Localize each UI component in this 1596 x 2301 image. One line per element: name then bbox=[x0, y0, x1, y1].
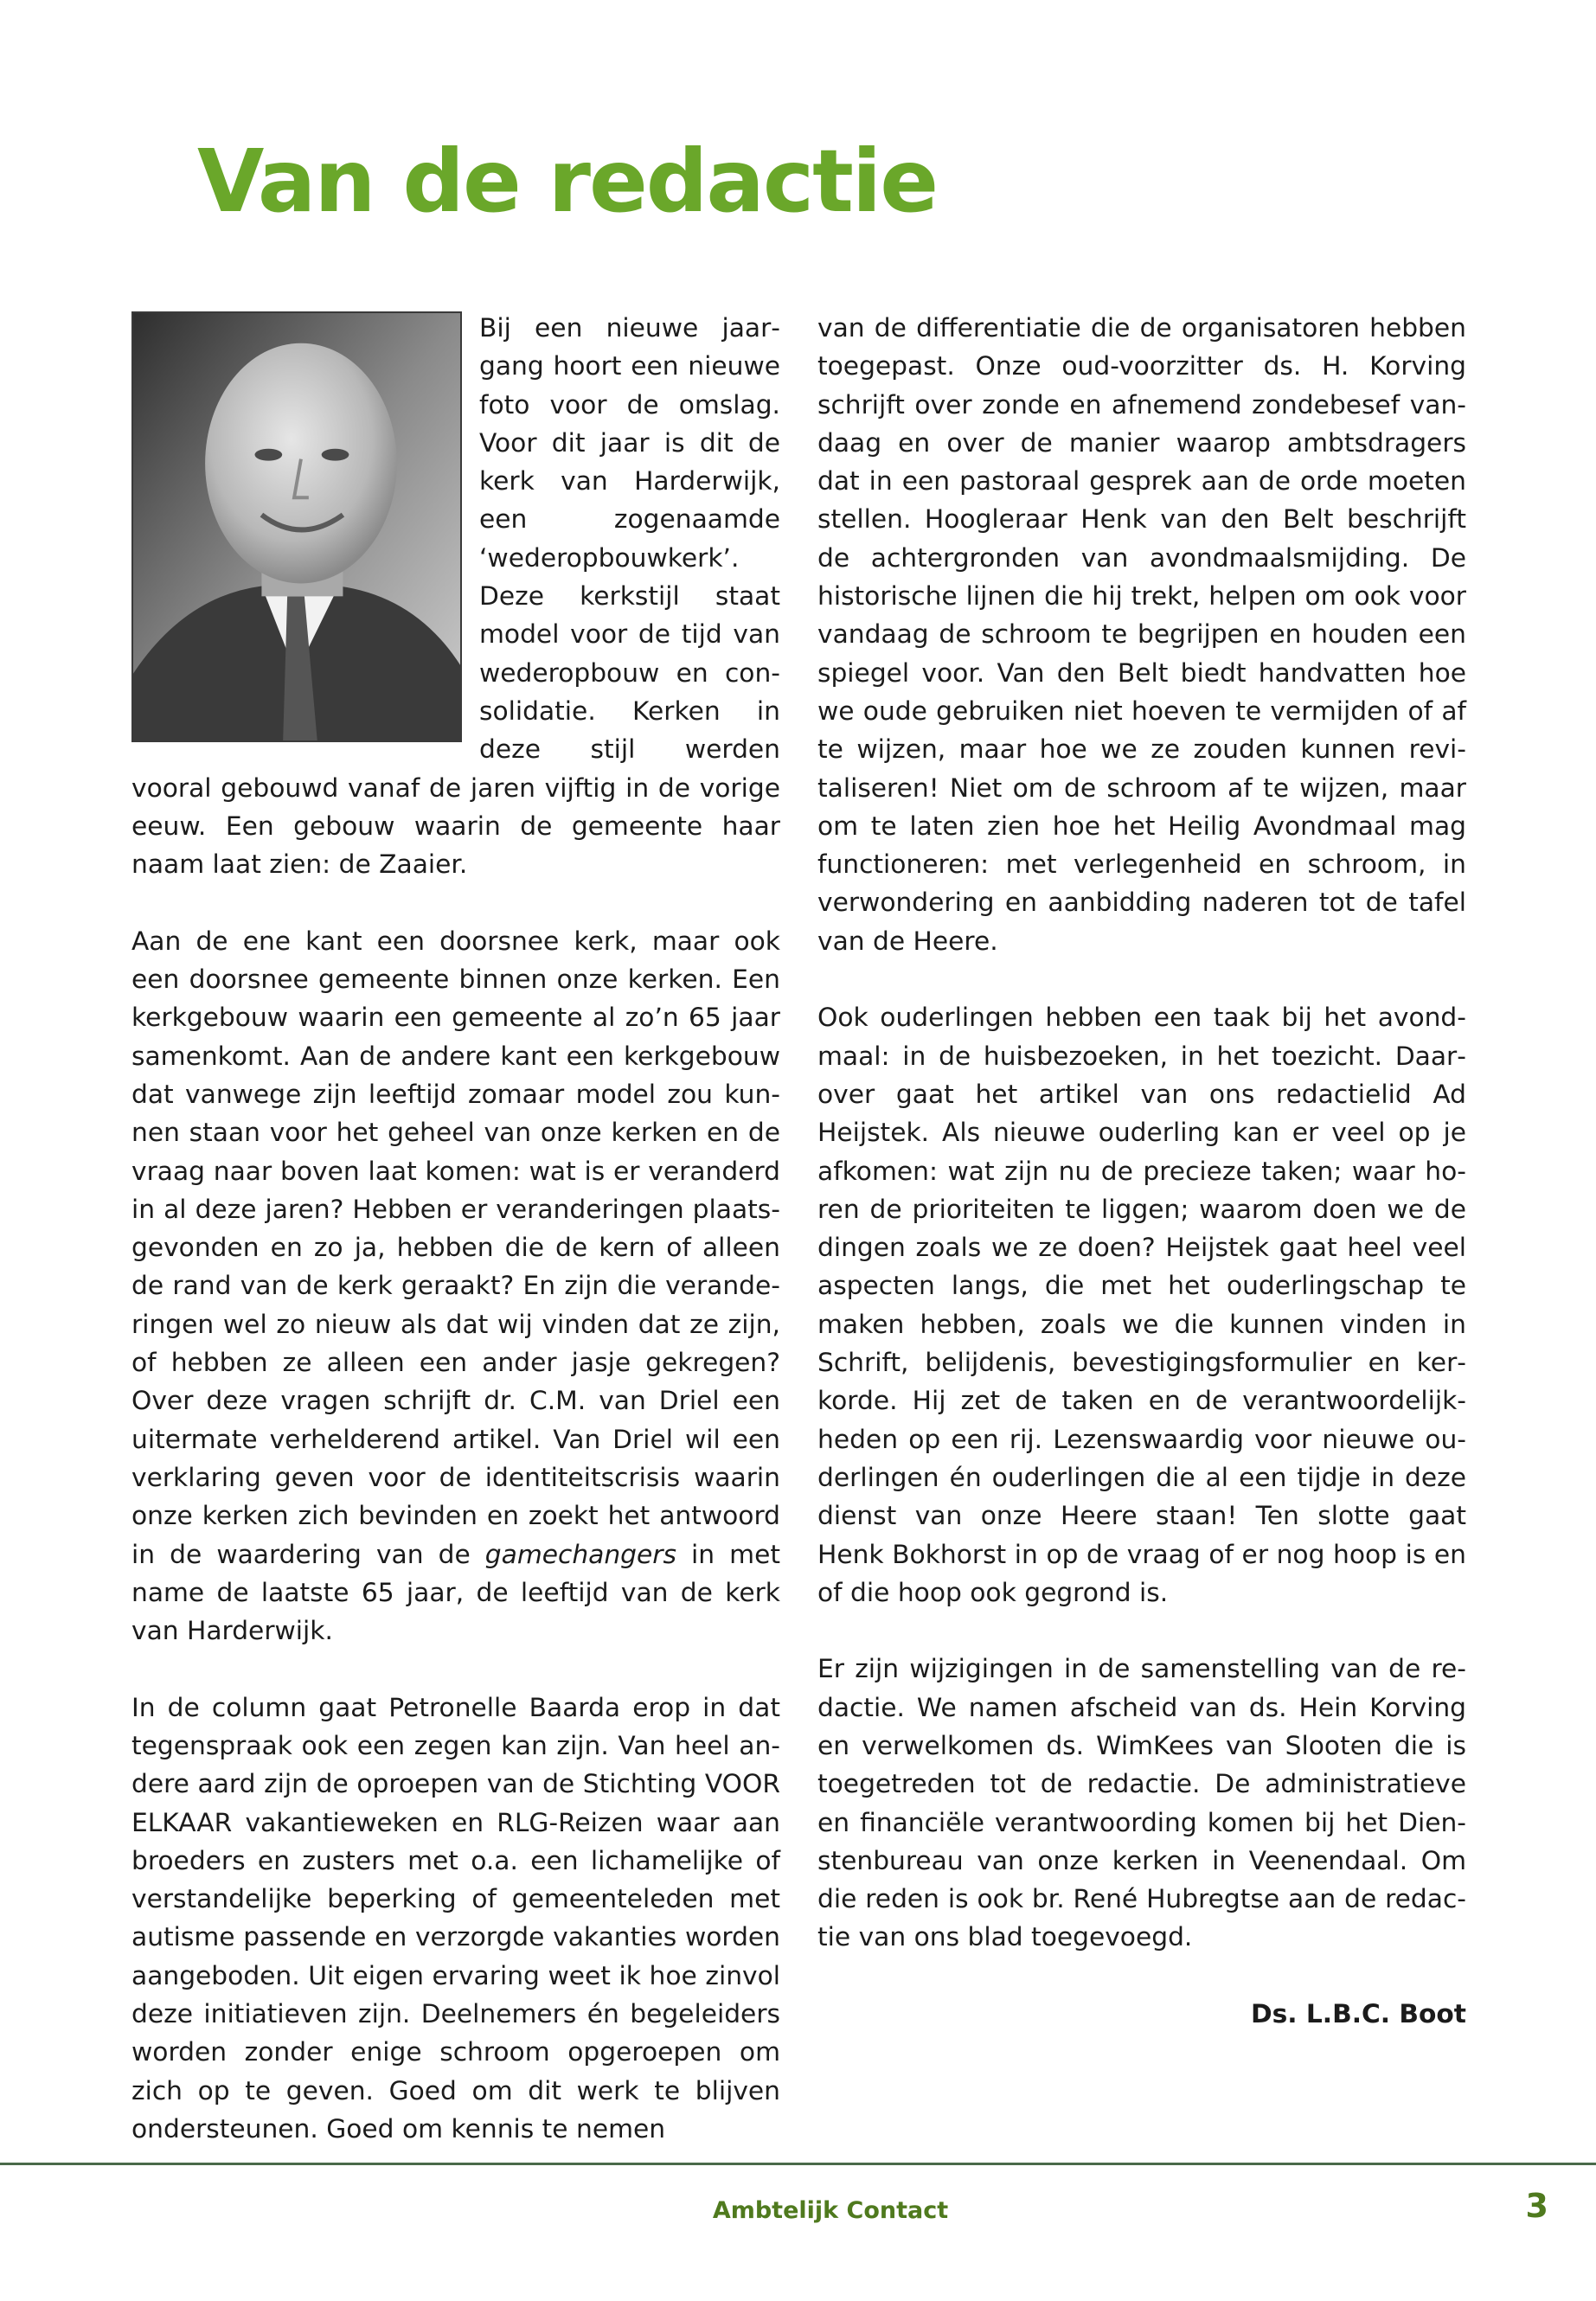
paragraph-text: in met name de laatste 65 jaar, de leeftijd van de kerk van Harderwijk. bbox=[131, 1539, 780, 1647]
paragraph bbox=[131, 923, 780, 1651]
portrait-image bbox=[133, 313, 460, 740]
paragraph: Ook ouderlingen hebben een taak bij het avondmaal: in de huisbezoeken, in het toezicht. Daarover gaat het artikel van ons redactielid Ad Heijstek. Als nieuwe ouderling kan er veel op je afkomen: wat zijn nu de precieze taken; waar horen de prioriteiten te liggen; waarom doen we de dingen zoals we ze doen? Heijstek gaat heel veel aspecten langs, die met het ouderlingschap te maken hebben, zoals we die kunnen vinden in Schrift, belijdenis, bevestigingsformulier en kerkorde. Hij zet de taken en de verantwoordelijkheden op een rij. Lezenswaardig voor nieuwe ouderlingen én ouderlingen die al een tijdje in deze dienst van onze Heere staan! Ten slotte gaat Henk Bokhorst in op de vraag of er nog hoop is en of die hoop ook gegrond is. bbox=[817, 1003, 1466, 1608]
right-column bbox=[817, 310, 1466, 2073]
author-signature: Ds. L.B.C. Boot bbox=[1250, 1999, 1466, 2030]
publication-name: Ambtelijk Contact bbox=[712, 2197, 949, 2224]
paragraph: In de column gaat Petronelle Baarda erop in dat tegenspraak ook een zegen kan zijn. Van heel andere aard zijn de oproepen van de Stichting VOOR ELKAAR vakantieweken en RLG-Reizen waar aan broeders en zusters met o.a. een lichamelijke of verstandelijke beperking of gemeenteleden met autisme passende en verzorgde vakanties worden aangeboden. Uit eigen ervaring weet ik hoe zinvol deze initiatieven zijn. Deelnemers én begeleiders worden zonder enige schroom opgeroepen om zich op te geven. Goed om dit werk te blijven ondersteunen. Goed om kennis te nemen bbox=[131, 1692, 780, 2144]
left-column bbox=[131, 310, 780, 2149]
paragraph: van de differentiatie die de organisatoren hebben toegepast. Onze oud-voorzitter ds. H. Korving schrijft over zonde en afnemend zondebesef vandaag en over de manier waarop ambtsdragers dat in een pastoraal gesprek aan de orde moeten stellen. Hoogleraar Henk van den Belt beschrijft de achtergronden van avondmaalsmijding. De historische lijnen die hij trekt, helpen om ook voor vandaag de schroom te begrijpen en houden een spiegel voor. Van den Belt biedt handvatten hoe we oude gebruiken niet hoeven te vermijden of af te wijzen, maar hoe we ze zouden kunnen revitaliseren! Niet om de schroom af te wijzen, maar om te laten zien hoe het Heilig Avondmaal mag functioneren: met verlegenheid en schroom, in verwondering en aanbidding naderen tot de tafel van de Heere. bbox=[817, 313, 1466, 957]
page-title: Van de redactie bbox=[197, 131, 938, 232]
italic-term: gamechangers bbox=[484, 1539, 676, 1570]
paragraph: Er zijn wijzigingen in de samenstelling van de redactie. We namen afscheid van ds. Hein Korving en verwelkomen ds. WimKees van Slooten die is toegetreden tot de redactie. De administratieve en financiële verantwoording komen bij het Dienstenbureau van onze kerken in Veenendaal. Om die reden is ook br. René Hubregtse aan de redactie van ons blad toegevoegd. bbox=[817, 1654, 1466, 1953]
footer-divider bbox=[0, 2163, 1596, 2165]
paragraph-text: Aan de ene kant een doorsnee kerk, maar ook een doorsnee gemeente binnen onze kerken. Een kerkgebouw waarin een gemeente al zo’n 65 jaar samenkomt. Aan de andere kant een kerkgebouw dat vanwege zijn leeftijd zomaar model zou kunnen staan voor het geheel van onze kerken en de vraag naar boven laat komen: wat is er veranderd in al deze jaren? Hebben er veranderingen plaatsgevonden en zo ja, hebben die de kern of alleen de rand van de kerk geraakt? En zijn die veranderingen wel zo nieuw als dat wij vinden dat ze zijn, of hebben ze alleen een ander jasje gekregen? Over deze vragen schrijft dr. C.M. van Driel een uitermate verhelderend artikel. Van Driel wil een verklaring geven voor de identiteitscrisis waarin onze kerken zich bevinden en zoekt het antwoord in de waardering van de bbox=[131, 926, 780, 1570]
author-photo bbox=[131, 311, 462, 742]
page-number: 3 bbox=[1525, 2187, 1548, 2225]
paragraph: Bij een nieuwe jaargang hoort een nieuwe foto voor de omslag. Voor dit jaar is dit de kerk van Harderwijk, een zogenaamde ‘wederopbouwkerk’. Deze kerkstijl staat model voor de tijd van wederopbouw en consolidatie. Kerken in deze stijl werden vooral gebouwd vanaf de jaren vijftig in de vorige eeuw. Een gebouw waarin de gemeente haar naam laat zien: de Zaaier. bbox=[131, 313, 780, 881]
